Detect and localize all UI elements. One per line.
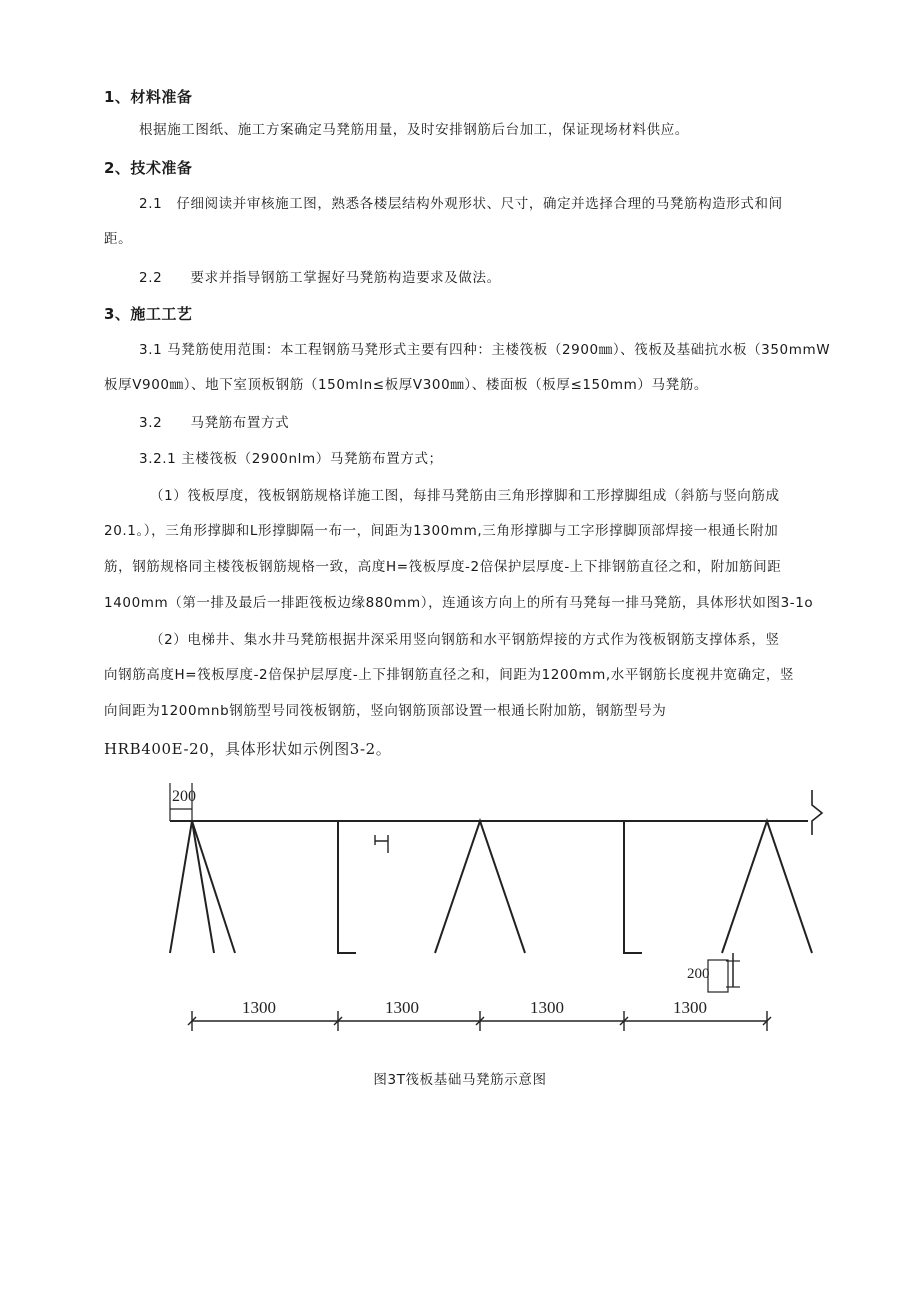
item1-line1: （1）筏板厚度，筏板钢筋规格详施工图，每排马凳筋由三角形撑脚和工形撑脚组成（斜筋与竖向筋成 <box>150 488 780 504</box>
foot-dim-box <box>708 960 728 992</box>
paragraph-3-1-line1: 3.1 马凳筋使用范围：本工程钢筋马凳形式主要有四种：主楼筏板（2900㎜）、筏板及基础抗水板（350mmW <box>139 342 831 358</box>
item1-line3: 筋，钢筋规格同主楼筏板钢筋规格一致，高度H=筏板厚度-2倍保护层厚度-上下排钢筋直径之和，附加筋间距 <box>104 559 782 575</box>
triangle-leg-1 <box>170 821 214 953</box>
item2-line2: 向钢筋高度H=筏板厚度-2倍保护层厚度-上下排钢筋直径之和，间距为1200mm,水平钢筋长度视井宽确定，竖 <box>104 667 795 683</box>
span-label-1: 1300 <box>242 998 276 1017</box>
rebar-stool-diagram <box>160 775 840 1045</box>
height-mark-label: H <box>360 831 361 832</box>
height-mark-glyph <box>375 835 388 853</box>
item2-line1: （2）电梯井、集水井马凳筋根据井深采用竖向钢筋和水平钢筋焊接的方式作为筏板钢筋支撑体系，竖 <box>150 632 780 648</box>
paragraph-2-2: 2.2 要求并指导钢筋工掌握好马凳筋构造要求及做法。 <box>139 270 501 286</box>
figure-caption: 图3T筏板基础马凳筋示意图 <box>373 1072 547 1088</box>
triangle-leg-2 <box>435 821 525 953</box>
heading-tech-prep: 2、技术准备 <box>104 159 193 177</box>
heading-material-prep: 1、材料准备 <box>104 88 193 106</box>
paragraph-3-2: 3.2 马凳筋布置方式 <box>139 415 290 431</box>
triangle-leg-3 <box>722 821 812 953</box>
item1-line4: 1400mm（第一排及最后一排距筏板边缘880mm），连通该方向上的所有马凳每一排马凳筋，具体形状如图3-1o <box>104 595 814 611</box>
triangle-leg-1-right <box>192 821 235 953</box>
l-leg-2 <box>624 821 642 953</box>
item2-line4: HRB400E-20，具体形状如示例图3-2。 <box>104 740 392 758</box>
span-label-3: 1300 <box>530 998 564 1017</box>
top-dim-label: 200 <box>172 788 196 805</box>
paragraph-3-1-line2: 板厚V900㎜）、地下室顶板钢筋（150mln≤板厚V300㎜）、楼面板（板厚≤150mm）马凳筋。 <box>104 377 708 393</box>
span-label-2: 1300 <box>385 998 419 1017</box>
l-leg-1 <box>338 821 356 953</box>
paragraph-material: 根据施工图纸、施工方案确定马凳筋用量，及时安排钢筋后台加工，保证现场材料供应。 <box>139 122 689 138</box>
heading-construction: 3、施工工艺 <box>104 305 193 323</box>
span-label-4: 1300 <box>673 998 707 1017</box>
paragraph-2-1-line1: 2.1 仔细阅读并审核施工图，熟悉各楼层结构外观形状、尺寸，确定并选择合理的马凳筋构造形式和间 <box>139 196 783 212</box>
paragraph-2-1-line2: 距。 <box>104 231 133 247</box>
break-mark <box>812 790 822 835</box>
item1-line2: 20.1。），三角形撑脚和L形撑脚隔一布一，间距为1300mm,三角形撑脚与工字形撑脚顶部焊接一根通长附加 <box>104 523 779 539</box>
item2-line3: 向间距为1200mnb钢筋型号同筏板钢筋，竖向钢筋顶部设置一根通长附加筋，钢筋型号为 <box>104 703 667 719</box>
foot-dim-label: 200 <box>687 966 710 982</box>
paragraph-3-2-1: 3.2.1 主楼筏板（2900nlm）马凳筋布置方式； <box>139 451 443 467</box>
